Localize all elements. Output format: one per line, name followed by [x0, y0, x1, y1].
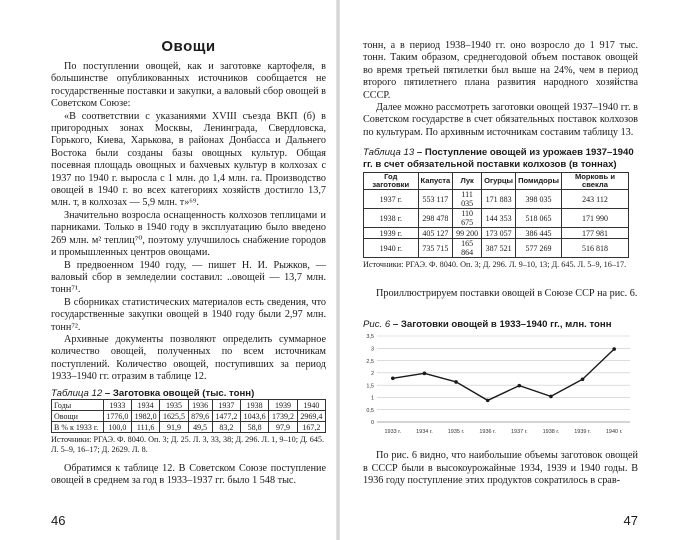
table-cell: 1935 — [160, 400, 188, 411]
table-header: Лук — [453, 173, 482, 190]
table-cell: 1938 г. — [364, 209, 419, 228]
table-cell: 518 065 — [516, 209, 562, 228]
table-cell: 243 112 — [561, 190, 628, 209]
paragraph: Обратимся к таблице 12. В Советском Союзе поступление овощей в среднем за год в 1933–1937 гг. было 1 548 тыс. — [51, 463, 326, 487]
y-tick-label: 2,5 — [366, 358, 374, 365]
table-cell: 91,9 — [160, 422, 188, 433]
data-point — [454, 380, 458, 384]
table-cell: 100,0 — [103, 422, 131, 433]
table13-caption — [363, 147, 638, 170]
table-cell: 577 269 — [516, 239, 562, 258]
table-cell: 1739,2 — [269, 411, 297, 422]
table-cell: 165 864 — [453, 239, 482, 258]
data-point — [486, 399, 490, 403]
table-row — [52, 422, 326, 433]
x-tick-label: 1936 г. — [479, 429, 497, 436]
table-cell: 144 353 — [482, 209, 516, 228]
table-cell: 398 035 — [516, 190, 562, 209]
table-cell: 1982,0 — [131, 411, 159, 422]
table-cell: 1940 г. — [364, 239, 419, 258]
figure-title: – Заготовки овощей в 1933–1940 гг., млн. тонн — [390, 318, 612, 330]
paragraph: По рис. 6 видно, что наибольшие объемы заготовок овощей в СССР были в высокоурожайные 1934, 1939 и 1940 годы. В 1936 году поступление этих продуктов сократилось в срав- — [363, 450, 638, 486]
table-cell: 1939 г. — [364, 228, 419, 239]
table13 — [363, 172, 629, 258]
figure-label: Рис. 6 — [363, 318, 391, 330]
table-cell: 386 445 — [516, 228, 562, 239]
table-cell: 735 715 — [418, 239, 453, 258]
paragraph: Архивные документы позволяют определить суммарное количество овощей, полученных по всем источникам поступлений. Количество овощей, поступивших за период 1933–1940 гг. отразим в таблице 12. — [51, 333, 326, 383]
x-tick-label: 1933 г. — [384, 429, 402, 436]
table-cell: 111,6 — [131, 422, 159, 433]
paragraph: Проиллюстрируем поставки овощей в Союзе ССР на рис. 6. — [376, 288, 638, 300]
left-column — [51, 38, 326, 488]
right-column — [363, 40, 638, 487]
table-cell: 83,2 — [212, 422, 240, 433]
table-cell: 1937 г. — [364, 190, 419, 209]
table-cell: 2969,4 — [297, 411, 325, 422]
table-row — [52, 411, 326, 422]
table-cell: 516 818 — [561, 239, 628, 258]
table-cell: 553 117 — [418, 190, 453, 209]
table-header-row — [364, 173, 629, 190]
table-cell: 1933 — [103, 400, 131, 411]
y-tick-label: 2 — [370, 371, 374, 378]
table-cell: 1938 — [241, 400, 269, 411]
table-cell: 1940 — [297, 400, 325, 411]
x-tick-label: 1937 г. — [510, 429, 528, 436]
table-row — [364, 209, 629, 228]
y-tick-label: 1,5 — [366, 383, 374, 390]
table-cell: 99 200 — [453, 228, 482, 239]
table-cell: 58,8 — [241, 422, 269, 433]
table-row — [364, 239, 629, 258]
table-cell: 171 990 — [561, 209, 628, 228]
y-tick-label: 0 — [370, 420, 374, 427]
table-cell: Овощи — [52, 411, 104, 422]
page-number: 46 — [51, 513, 66, 528]
table-cell: Годы — [52, 400, 104, 411]
table13-title: – Поступление овощей из урожаев 1937–1940 гг. в счет обязательной поставки колхозов (в тоннах) — [363, 147, 634, 170]
table-cell: 171 883 — [482, 190, 516, 209]
data-point — [391, 377, 395, 381]
table-cell: 387 521 — [482, 239, 516, 258]
table-cell: 1936 — [188, 400, 212, 411]
quote-paragraph: «В соответствии с указаниями XVIII съезда ВКП (б) в пригородных зонах Москвы, Ленинграда, Свердловска, Горького, Киева, Харькова, в районах Донбасса и Дальнего Востока были созданы базы овощных культур. Общая посевная площадь овощных и бахчевых культур в колхозах с 1937 по 1940 г. выросла с 1 млн. до 1,4 млн. га. Производство овощей в 1940 г. во всех категориях хозяйств достигло 13,7 млн. т, в колхозах — 5,9 млн. т»⁶⁹. — [51, 110, 326, 209]
table12 — [51, 399, 326, 433]
table-cell: 1043,6 — [241, 411, 269, 422]
table-header: Год заготовки — [364, 173, 419, 190]
table-cell: 1937 — [212, 400, 240, 411]
table-cell: 1934 — [131, 400, 159, 411]
table-cell: 1776,0 — [103, 411, 131, 422]
table-cell: 49,5 — [188, 422, 212, 433]
table12-source: Источники: РГАЭ. Ф. 8040. Оп. 3; Д. 25. Л. 3, 33, 38; Д. 296. Л. 1, 9–10; Д. 645. Л. 5–9, 16–17; Д. 2629. Л. 8. — [51, 435, 325, 455]
section-title: Овощи — [161, 38, 216, 55]
paragraph: В предвоенном 1940 году, — пишет Н. И. Рыжков, — валовый сбор в земледелии составил: ..овощей — 13,7 млн. тонн⁷¹. — [51, 259, 326, 296]
table13-label: Таблица 13 — [363, 147, 415, 159]
table12-title: – Заготовка овощей (тыс. тонн) — [102, 387, 255, 399]
series-line — [393, 349, 614, 400]
table-cell: 1939 — [269, 400, 297, 411]
table-row — [52, 400, 326, 411]
table12-label: Таблица 12 — [51, 387, 103, 399]
paragraph: В сборниках статистических материалов есть сведения, что государственные закупки овощей в 1940 году были 2,97 млн. тонн⁷². — [51, 296, 326, 333]
x-tick-label: 1939 г. — [574, 429, 591, 436]
data-point — [612, 347, 616, 351]
table-cell: 97,9 — [269, 422, 297, 433]
paragraph: Далее можно рассмотреть заготовки овощей 1937–1940 гг. в Советском государстве в счет обязательных поставок колхозов по культурам. По архивным источникам составим таблицу 13. — [363, 102, 638, 138]
data-point — [549, 395, 553, 399]
table-cell: 167,2 — [297, 422, 325, 433]
table-cell: В % к 1933 г. — [52, 422, 104, 433]
x-tick-label: 1938 г. — [542, 429, 560, 436]
data-point — [518, 384, 522, 388]
paragraph: Значительно возросла оснащенность колхозов теплицами и парниками. Только в 1940 году в эксплуатацию было введено 269 млн. м² теплиц⁷⁰, поэтому улучшилось снабжение городов и промышленных центров овощами. — [51, 209, 326, 259]
table-cell: 173 057 — [482, 228, 516, 239]
data-point — [581, 378, 585, 382]
x-tick-label: 1935 г. — [447, 429, 465, 436]
paragraph: тонн, а в период 1938–1940 гг. оно возросло до 1 917 тыс. тонн. Таким образом, среднегодовой объем поставок овощей во время третьей пятилетки был выше на 24%, чем в период второго пятилетнего плана развития народного хозяйства СССР. — [363, 40, 638, 101]
y-tick-label: 3 — [370, 346, 374, 353]
table-cell: 879,6 — [188, 411, 212, 422]
paragraph: По поступлении овощей, как и заготовке картофеля, в большинстве опубликованных источников сообщается не государственные поставки и закупки, а валовый сбор овощей в Советском Союзе: — [51, 61, 326, 110]
x-tick-label: 1940 г. — [605, 429, 623, 436]
table-row — [364, 190, 629, 209]
table-cell: 110 675 — [453, 209, 482, 228]
table-cell: 177 981 — [561, 228, 628, 239]
table-cell: 1625,5 — [160, 411, 188, 422]
x-tick-label: 1934 г. — [416, 429, 433, 436]
table12-caption — [51, 388, 326, 400]
y-tick-label: 0,5 — [366, 408, 374, 415]
table-cell: 111 035 — [453, 190, 482, 209]
table-header: Капуста — [418, 173, 453, 190]
table13-source: Источники: РГАЭ. Ф. 8040. Оп. 3; Д. 296. Л. 9–10, 13; Д. 645. Л. 5–9, 16–17. — [363, 260, 627, 270]
y-tick-label: 1 — [370, 395, 374, 402]
right-page — [339, 0, 678, 540]
data-point — [423, 372, 427, 376]
table-header: Помидоры — [516, 173, 562, 190]
table-cell: 298 478 — [418, 209, 453, 228]
table-row — [364, 228, 629, 239]
page-number: 47 — [623, 513, 638, 528]
table-cell: 405 127 — [418, 228, 453, 239]
table-cell: 1477,2 — [212, 411, 240, 422]
figure-caption — [363, 319, 638, 331]
table-header: Огурцы — [482, 173, 516, 190]
line-chart — [363, 330, 638, 440]
y-tick-label: 3,5 — [366, 334, 374, 341]
table-header: Морковь и свекла — [561, 173, 628, 190]
